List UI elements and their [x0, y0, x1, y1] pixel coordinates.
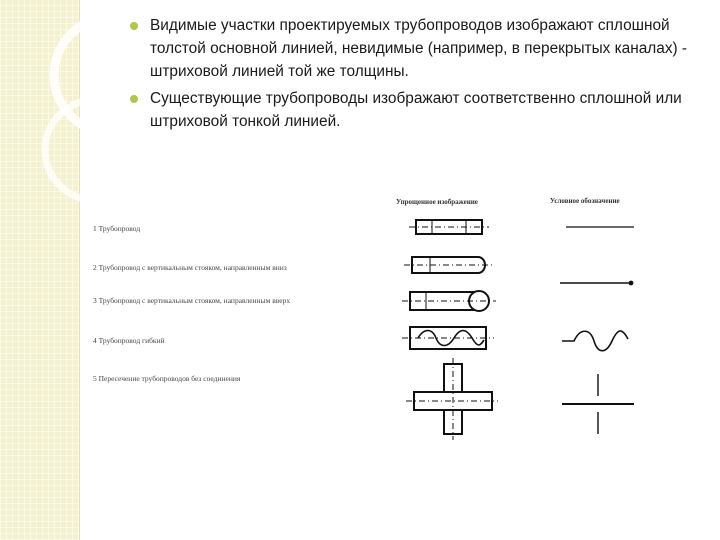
pipe-symbol-4	[562, 331, 628, 351]
pipe-simplified-3	[402, 291, 496, 311]
row-label-3: 3 Трубопровод с вертикальным стояком, направленным вверх	[93, 296, 291, 305]
pipe-simplified-2	[404, 257, 492, 273]
column-header-symbol: Условное обозначение	[550, 197, 620, 205]
bullet-text: Существующие трубопроводы изображают соответственно сплошной или штриховой тонкой линией.	[150, 90, 682, 130]
pipe-symbol-2	[560, 281, 633, 286]
row-label-1: 1 Трубопровод	[93, 224, 141, 233]
column-header-simplified: Упрощенное изображение	[396, 198, 478, 206]
row-label-4: 4 Трубопровод гибкий	[93, 336, 165, 345]
pipe-simplified-5	[406, 358, 498, 440]
row-label-2: 2 Трубопровод с вертикальным стояком, направленным вниз	[93, 263, 287, 272]
bullet-text: Видимые участки проектируемых трубопроводов изображают сплошной толстой основной линией, невидимые (например, в перекрытых каналах) - штриховой линией той же толщины.	[150, 17, 688, 80]
pipe-symbol-5	[562, 374, 634, 434]
pipe-simplified-4	[402, 327, 494, 349]
row-label-5: 5 Пересечение трубопроводов без соединения	[93, 374, 241, 383]
pipe-simplified-1	[409, 220, 489, 234]
